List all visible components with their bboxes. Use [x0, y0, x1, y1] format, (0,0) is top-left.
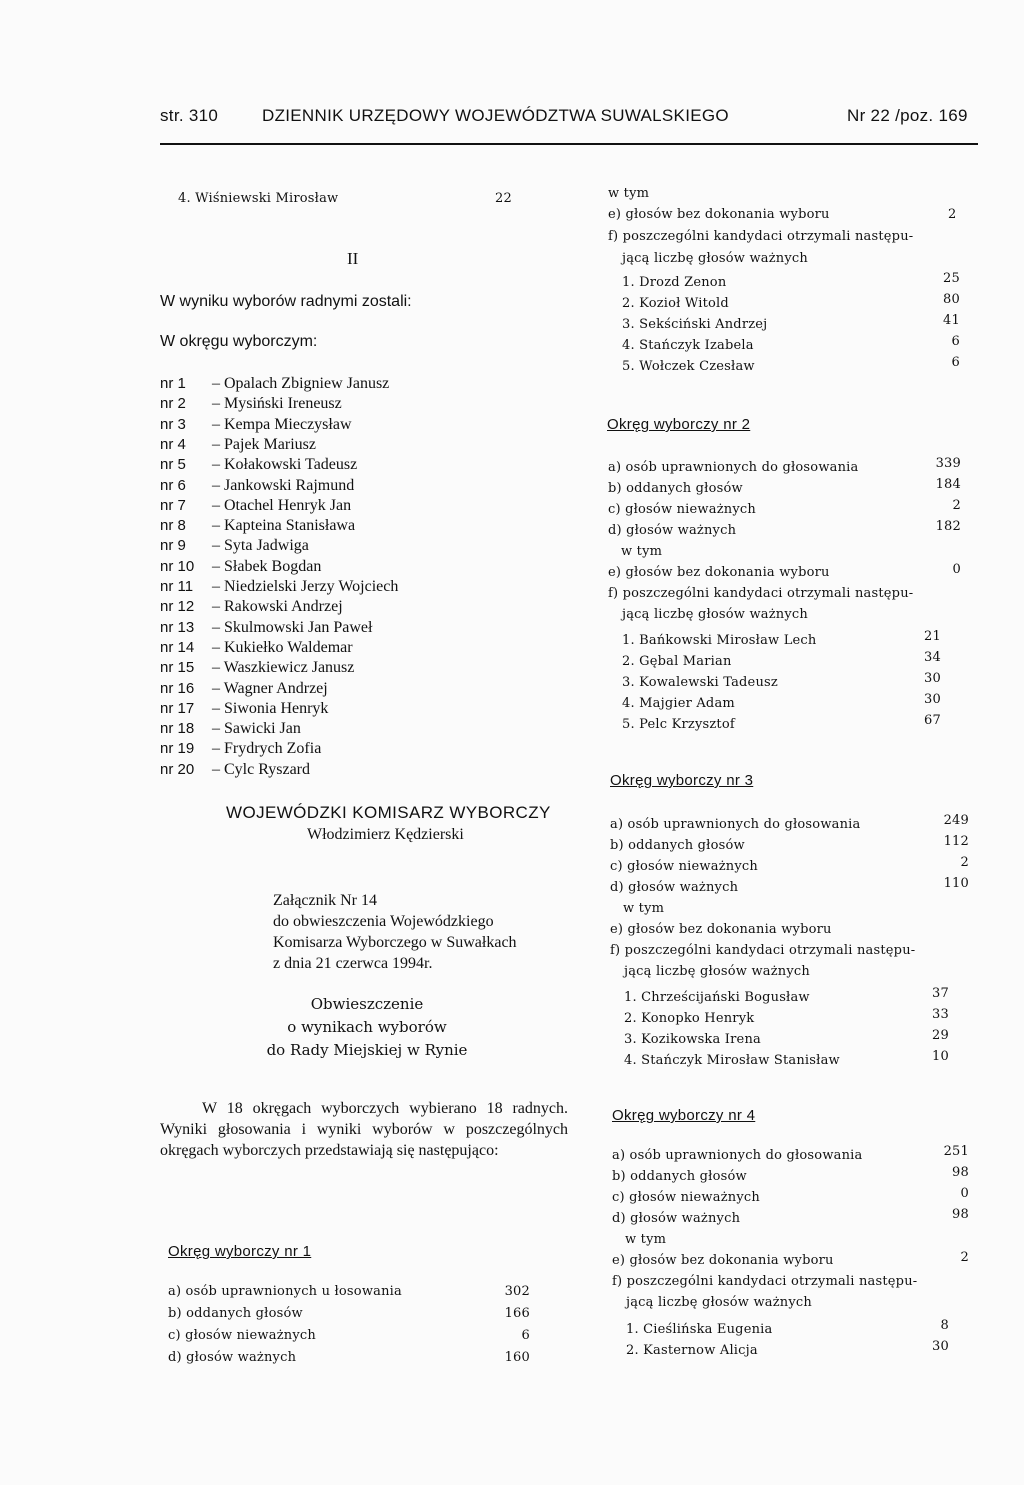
candidate-votes: 41 — [943, 313, 960, 328]
candidate-votes: 25 — [943, 271, 960, 286]
issue-number: Nr 22 /poz. 169 — [847, 106, 968, 125]
candidate-votes: 30 — [924, 671, 941, 686]
councillor-name: – Otachel Henryk Jan — [212, 496, 352, 514]
councillor-nr: nr 16 — [160, 679, 195, 697]
councillor-name: – Rakowski Andrzej — [212, 598, 343, 616]
stat-value: 182 — [935, 519, 961, 534]
councillor-name: – Syta Jadwiga — [212, 537, 309, 555]
section-number: II — [347, 249, 359, 268]
commissioner-title: WOJEWÓDZKI KOMISARZ WYBORCZY — [226, 803, 551, 822]
councillor-name: – Mysiński Ireneusz — [212, 395, 342, 413]
councillor-name: – Kapteina Stanisława — [212, 517, 356, 535]
stat-value: 98 — [952, 1207, 969, 1222]
councillor-nr: nr 20 — [160, 760, 195, 778]
district-line: W okręgu wyborczym: — [160, 333, 318, 350]
notice-line: do Rady Miejskiej w Rynie — [266, 1041, 468, 1059]
councillor-name: – Pajek Mariusz — [212, 435, 316, 453]
result-line: W wyniku wyborów radnymi zostali: — [160, 293, 412, 310]
councillor-nr: nr 13 — [160, 618, 195, 636]
councillor-nr: nr 9 — [160, 537, 186, 555]
stat-label: d) głosów ważnych — [612, 1211, 741, 1226]
councillor-name: – Frydrych Zofia — [212, 740, 322, 758]
candidate-name: 3. Kozikowska Irena — [624, 1032, 761, 1047]
f-line1: f) poszczególni kandydaci otrzymali następu- — [610, 943, 916, 958]
stat-value: 184 — [935, 477, 961, 492]
stat-label: b) oddanych głosów — [168, 1306, 303, 1321]
d1-e-value: 2 — [948, 207, 957, 222]
stat-value: 110 — [943, 876, 969, 891]
notice-title — [240, 993, 494, 1062]
councillor-name: – Wagner Andrzej — [212, 679, 328, 697]
councillor-nr: nr 5 — [160, 456, 186, 474]
candidate-name: 3. Sekściński Andrzej — [622, 317, 768, 332]
candidate-name: 4. Stańczyk Izabela — [622, 338, 754, 353]
district3-heading: Okręg wyborczy nr 3 — [610, 772, 754, 789]
commissioner-name: Włodzimierz Kędzierski — [307, 826, 464, 843]
councillor-name: – Słabek Bogdan — [212, 557, 322, 575]
stat-label: b) oddanych głosów — [610, 838, 745, 853]
councillor-name: – Siwonia Henryk — [212, 699, 329, 717]
stat-value: 112 — [943, 834, 969, 849]
councillor-name: – Waszkiewicz Janusz — [212, 659, 355, 677]
candidate-name: 5. Pelc Krzysztof — [622, 717, 735, 732]
councillor-nr: nr 4 — [160, 435, 186, 453]
annex-block — [273, 890, 517, 974]
district1-heading: Okręg wyborczy nr 1 — [168, 1243, 312, 1260]
candidate-votes: 30 — [932, 1339, 949, 1354]
e-label: e) głosów bez dokonania wyboru — [608, 565, 830, 580]
candidate-name: 4. Stańczyk Mirosław Stanisław — [624, 1053, 840, 1068]
stat-label: c) głosów nieważnych — [168, 1328, 316, 1343]
annex-line: z dnia 21 czerwca 1994r. — [273, 955, 433, 972]
candidate-votes: 10 — [932, 1049, 949, 1064]
w-tym: w tym — [621, 544, 663, 559]
notice-line: o wynikach wyborów — [287, 1018, 447, 1036]
intro-paragraph: W 18 okręgach wyborczych wybierano 18 radnych. Wyniki głosowania i wyniki wyborów w poszczególnych okręgach wyborczych przedstawiają się następująco: — [160, 1100, 568, 1159]
councillor-nr: nr 3 — [160, 415, 186, 433]
councillor-name: – Niedzielski Jerzy Wojciech — [212, 578, 399, 595]
councillor-name: – Cylc Ryszard — [212, 760, 311, 778]
d1-w-tym: w tym — [608, 186, 650, 201]
candidate-name: 3. Kowalewski Tadeusz — [622, 675, 778, 690]
e-label: e) głosów bez dokonania wyboru — [612, 1253, 834, 1268]
stat-value: 302 — [504, 1284, 530, 1299]
f-line2: jącą liczbę głosów ważnych — [626, 1295, 812, 1310]
e-value: 2 — [960, 1250, 969, 1265]
candidate-votes: 6 — [951, 334, 960, 349]
stat-value: 251 — [943, 1144, 969, 1159]
stat-value: 98 — [952, 1165, 969, 1180]
stat-label: a) osób uprawnionych do głosowania — [612, 1148, 863, 1163]
f-line1: f) poszczególni kandydaci otrzymali następu- — [608, 586, 914, 601]
stat-label: c) głosów nieważnych — [612, 1190, 760, 1205]
header-rule — [160, 143, 978, 145]
stat-value: 160 — [504, 1350, 530, 1365]
councillor-name: – Kempa Mieczysław — [212, 415, 352, 433]
stat-label: d) głosów ważnych — [610, 880, 739, 895]
councillor-nr: nr 6 — [160, 476, 186, 494]
item4-label: 4. Wiśniewski Mirosław — [178, 191, 339, 206]
annex-line: do obwieszczenia Wojewódzkiego — [273, 913, 494, 930]
stat-label: b) oddanych głosów — [608, 481, 743, 496]
councillor-name: – Jankowski Rajmund — [212, 476, 355, 494]
page-number: str. 310 — [160, 106, 219, 125]
stat-value: 0 — [960, 1186, 969, 1201]
candidate-name: 2. Konopko Henryk — [624, 1011, 755, 1026]
stat-label: b) oddanych głosów — [612, 1169, 747, 1184]
w-tym: w tym — [625, 1232, 667, 1247]
councillor-nr: nr 14 — [160, 638, 195, 656]
candidate-name: 2. Kozioł Witold — [622, 296, 729, 311]
d1-f-line2: jącą liczbę głosów ważnych — [622, 251, 808, 266]
e-label: e) głosów bez dokonania wyboru — [610, 922, 832, 937]
d1-f-line1: f) poszczególni kandydaci otrzymali następu- — [608, 229, 914, 244]
councillor-nr: nr 17 — [160, 699, 195, 717]
item4-value: 22 — [495, 191, 512, 206]
f-line2: jącą liczbę głosów ważnych — [624, 964, 810, 979]
stat-value: 2 — [952, 498, 961, 513]
annex-line: Komisarza Wyborczego w Suwałkach — [273, 934, 517, 951]
e-value: 0 — [952, 562, 961, 577]
candidate-votes: 34 — [924, 650, 941, 665]
councillor-nr: nr 7 — [160, 496, 186, 514]
councillor-name: – Skulmowski Jan Paweł — [212, 618, 373, 636]
candidate-name: 5. Wołczek Czesław — [622, 359, 755, 374]
journal-title: DZIENNIK URZĘDOWY WOJEWÓDZTWA SUWALSKIEGO — [262, 106, 729, 125]
councillor-nr: nr 18 — [160, 720, 195, 738]
councillor-name: – Opalach Zbigniew Janusz — [212, 375, 390, 392]
stat-label: d) głosów ważnych — [608, 523, 737, 538]
stat-label: c) głosów nieważnych — [610, 859, 758, 874]
councillor-nr: nr 12 — [160, 598, 195, 616]
candidate-votes: 30 — [924, 692, 941, 707]
councillor-name: – Kukiełko Waldemar — [212, 638, 353, 656]
candidate-votes: 8 — [940, 1318, 949, 1333]
notice-line: Obwieszczenie — [310, 995, 424, 1013]
district4-heading: Okręg wyborczy nr 4 — [612, 1107, 756, 1124]
f-line1: f) poszczególni kandydaci otrzymali następu- — [612, 1274, 918, 1289]
stat-label: a) osób uprawnionych do głosowania — [608, 460, 859, 475]
councillor-nr: nr 10 — [160, 557, 195, 575]
stat-label: a) osób uprawnionych u łosowania — [168, 1284, 402, 1299]
candidate-name: 1. Drozd Zenon — [622, 275, 727, 290]
councillor-nr: nr 1 — [160, 375, 186, 392]
councillor-nr: nr 19 — [160, 740, 195, 758]
annex-line: Załącznik Nr 14 — [273, 892, 377, 909]
candidate-votes: 80 — [943, 292, 960, 307]
stat-label: d) głosów ważnych — [168, 1350, 297, 1365]
candidate-name: 1. Chrześcijański Bogusław — [624, 990, 810, 1005]
stat-label: a) osób uprawnionych do głosowania — [610, 817, 861, 832]
councillor-name: – Sawicki Jan — [212, 720, 301, 738]
f-line2: jącą liczbę głosów ważnych — [622, 607, 808, 622]
candidate-votes: 67 — [924, 713, 941, 728]
stat-value: 339 — [935, 456, 961, 471]
w-tym: w tym — [623, 901, 665, 916]
candidate-name: 2. Kasternow Alicja — [626, 1343, 758, 1358]
councillor-nr: nr 11 — [160, 578, 194, 595]
district2-heading: Okręg wyborczy nr 2 — [607, 416, 751, 433]
councillor-name: – Kołakowski Tadeusz — [212, 456, 358, 474]
stat-value: 2 — [960, 855, 969, 870]
candidate-votes: 21 — [924, 629, 941, 644]
candidate-votes: 6 — [951, 355, 960, 370]
candidate-name: 2. Gębal Marian — [622, 654, 732, 669]
councillor-nr: nr 2 — [160, 395, 186, 413]
candidate-name: 1. Bańkowski Mirosław Lech — [622, 633, 817, 648]
candidate-votes: 33 — [932, 1007, 949, 1022]
councillor-nr: nr 15 — [160, 659, 195, 677]
councillor-nr: nr 8 — [160, 517, 186, 535]
stat-value: 6 — [521, 1328, 530, 1343]
candidate-name: 4. Majgier Adam — [622, 696, 735, 711]
stat-value: 249 — [943, 813, 969, 828]
stat-label: c) głosów nieważnych — [608, 502, 756, 517]
candidate-name: 1. Cieślińska Eugenia — [626, 1322, 773, 1337]
candidate-votes: 29 — [932, 1028, 949, 1043]
d1-e-label: e) głosów bez dokonania wyboru — [608, 207, 830, 222]
candidate-votes: 37 — [932, 986, 949, 1001]
stat-value: 166 — [504, 1306, 530, 1321]
